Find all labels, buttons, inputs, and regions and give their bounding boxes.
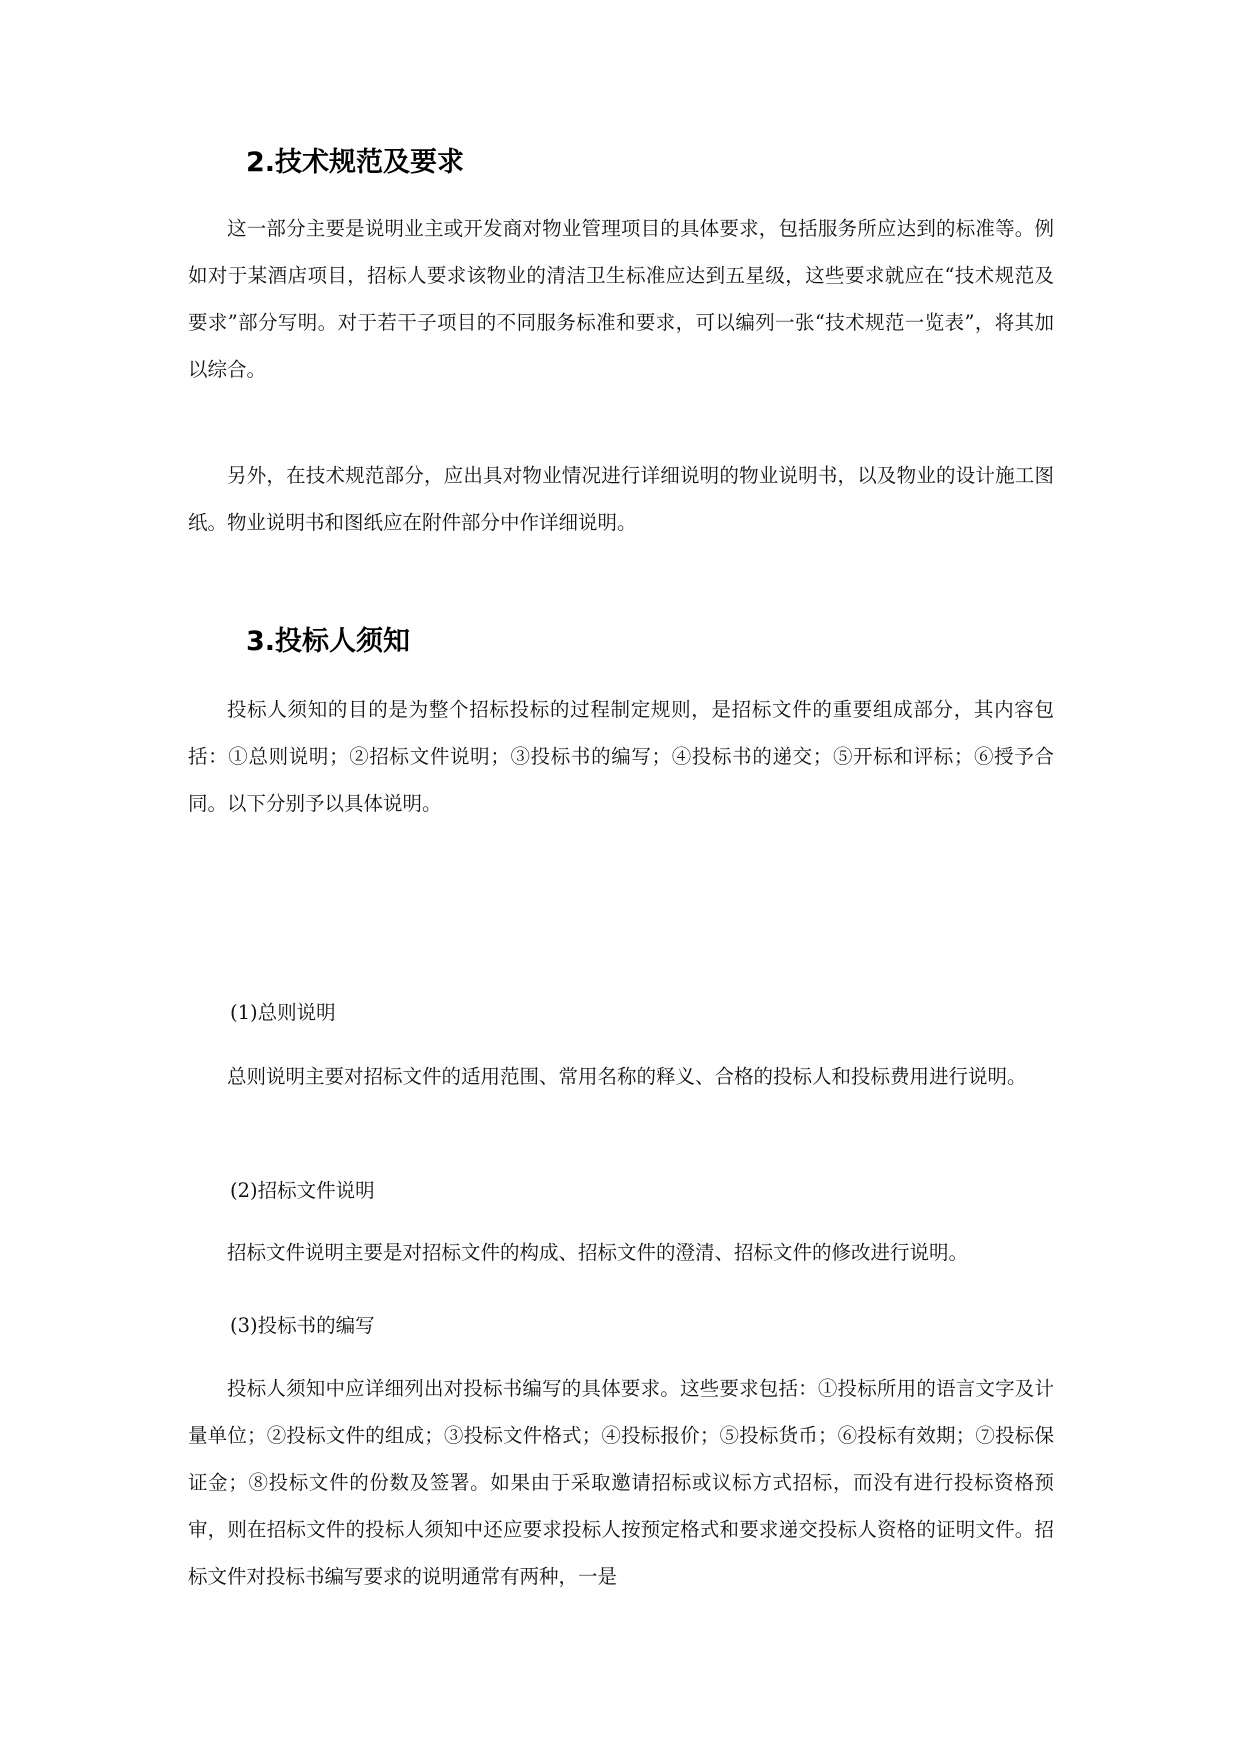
subsection-3-text: 投标人须知中应详细列出对投标书编写的具体要求。这些要求包括：①投标所用的语言文字及计量单位；②投标文件的组成；③投标文件格式；④投标报价；⑤投标货币；⑥投标有效期；⑦投标保证金；⑧投标文件的份数及签署。如果由于采取邀请招标或议标方式招标，而没有进行投标资格预审，则在招标文件的投标人须知中还应要求投标人按预定格式和要求递交投标人资格的证明文件。招标文件对投标书编写要求的说明通常有两种，一是 (188, 1377, 1054, 1588)
section-3-intro-paragraph: 投标人须知的目的是为整个招标投标的过程制定规则，是招标文件的重要组成部分，其内容包括：①总则说明；②招标文件说明；③投标书的编写；④投标书的递交；⑤开标和评标；⑥授予合同。以下分别予以具体说明。 (188, 698, 1054, 815)
subsection-1-text: 总则说明主要对招标文件的适用范围、常用名称的释义、合格的投标人和投标费用进行说明。 (227, 1065, 1027, 1088)
subsection-2-text: 招标文件说明主要是对招标文件的构成、招标文件的澄清、招标文件的修改进行说明。 (227, 1241, 969, 1264)
section-2-paragraph-2: 另外，在技术规范部分，应出具对物业情况进行详细说明的物业说明书，以及物业的设计施工图纸。物业说明书和图纸应在附件部分中作详细说明。 (188, 464, 1054, 534)
section-3-heading: 3.投标人须知 (246, 626, 411, 657)
subsection-1-title: (1)总则说明 (230, 1001, 336, 1024)
subsection-3-title: (3)投标书的编写 (230, 1314, 375, 1337)
subsection-2-title: (2)招标文件说明 (230, 1179, 375, 1202)
section-2-paragraph-1: 这一部分主要是说明业主或开发商对物业管理项目的具体要求，包括服务所应达到的标准等。例如对于某酒店项目，招标人要求该物业的清洁卫生标准应达到五星级，这些要求就应在“技术规范及要求”部分写明。对于若干子项目的不同服务标准和要求，可以编列一张“技术规范一览表”，将其加以综合。 (188, 217, 1054, 381)
section-2-heading: 2.技术规范及要求 (246, 147, 465, 178)
